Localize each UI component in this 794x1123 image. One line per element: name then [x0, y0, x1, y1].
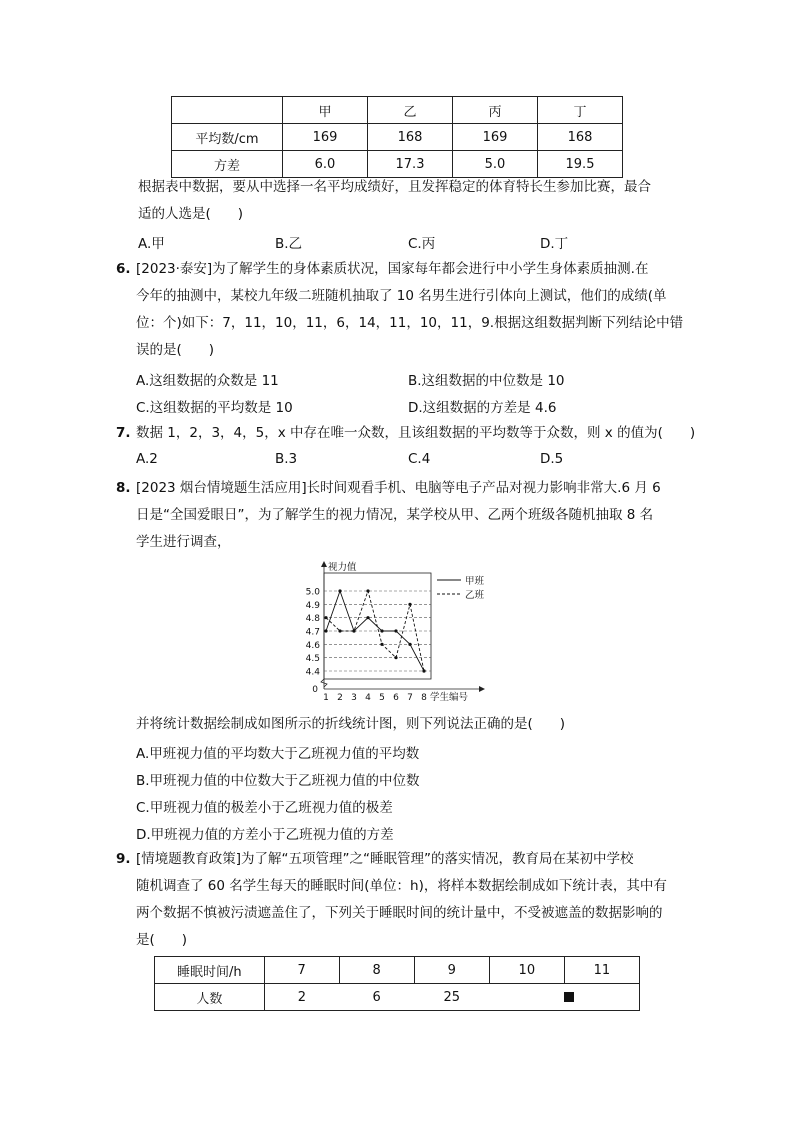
x-tick-label: 5	[379, 693, 385, 703]
q8-option-d: D.甲班视力值的方差小于乙班视力值的方差	[136, 827, 394, 843]
x-tick-label: 6	[393, 693, 399, 703]
table-cell: 5.0	[453, 151, 538, 178]
q9-line1: [情境题教育政策]为了解“五项管理”之“睡眠管理”的落实情况，教育局在某初中学校	[136, 851, 634, 867]
table-cell: 2	[264, 984, 339, 1011]
data-point	[380, 643, 383, 646]
data-point	[422, 669, 425, 672]
data-point	[408, 603, 411, 606]
q6-line2: 今年的抽测中，某校九年级二班随机抽取了 10 名男生进行引体向上测试，他们的成绩(单	[136, 288, 667, 304]
q7-option-d: D.5	[540, 451, 564, 467]
sleep-table	[154, 956, 640, 1011]
q5-option-b: B.乙	[275, 236, 303, 252]
y-tick-label: 4.4	[305, 667, 320, 678]
table-cell: 6	[339, 984, 414, 1011]
ink-stain-mark	[564, 992, 574, 1002]
table-header-cell	[172, 97, 283, 124]
x-tick-label: 3	[351, 693, 357, 703]
y-tick-label: 4.7	[305, 627, 320, 638]
q6-option-d: D.这组数据的方差是 4.6	[408, 400, 557, 416]
table-header-cell: 睡眠时间/h	[155, 957, 265, 984]
table-cell: 25	[414, 984, 489, 1011]
q6-line1: [2023·泰安]为了解学生的身体素质状况，国家每年都会进行中小学生身体素质抽测.在	[136, 261, 649, 277]
y-tick-label: 4.5	[305, 654, 320, 665]
legend-label: 甲班	[465, 576, 485, 587]
q9-line3: 两个数据不慎被污渍遮盖住了，下列关于睡眠时间的统计量中，不受被遮盖的数据影响的	[136, 905, 663, 921]
data-point	[408, 643, 411, 646]
q9-number: 9.	[116, 851, 131, 867]
data-point	[366, 589, 369, 592]
x-axis-arrow	[479, 686, 485, 692]
table-cell: 169	[283, 124, 368, 151]
q7-option-c: C.4	[408, 451, 431, 467]
q6-option-b: B.这组数据的中位数是 10	[408, 373, 565, 389]
x-tick-label: 1	[323, 693, 329, 703]
data-point	[352, 629, 355, 632]
q7-line1: 数据 1，2，3，4，5，x 中存在唯一众数，且该组数据的平均数等于众数，则 x 的值为( )	[136, 425, 696, 441]
table-cell: 平均数/cm	[172, 124, 283, 151]
q8-line4: 并将统计数据绘制成如图所示的折线统计图，则下列说法正确的是( )	[136, 716, 566, 732]
table-cell: 168	[368, 124, 453, 151]
q5-stem-line2: 适的人选是( )	[138, 206, 244, 222]
table-header-cell: 7	[264, 957, 339, 984]
table-cell: 方差	[172, 151, 283, 178]
data-point	[394, 629, 397, 632]
table-header-cell: 10	[489, 957, 564, 984]
data-point	[324, 616, 327, 619]
x-tick-label: 4	[365, 693, 371, 703]
table-cell: 169	[453, 124, 538, 151]
legend-label: 乙班	[465, 590, 485, 601]
q5-option-c: C.丙	[408, 236, 436, 252]
x-tick-label: 7	[407, 693, 413, 703]
x-tick-label: 8	[421, 693, 427, 703]
table-cell	[489, 984, 564, 1011]
q6-line4: 误的是( )	[136, 342, 215, 358]
table-header-cell: 9	[414, 957, 489, 984]
y-tick-label: 0	[312, 685, 318, 695]
y-tick-label: 5.0	[305, 587, 320, 598]
y-axis-title: 视力值	[328, 562, 357, 573]
data-point	[366, 616, 369, 619]
table-header-cell: 丁	[538, 97, 623, 124]
table-cell: 17.3	[368, 151, 453, 178]
table-header-cell: 乙	[368, 97, 453, 124]
score-table	[171, 96, 623, 178]
q6-number: 6.	[116, 261, 131, 277]
table-header-cell: 8	[339, 957, 414, 984]
vision-line-chart	[288, 555, 504, 707]
q8-option-b: B.甲班视力值的中位数大于乙班视力值的中位数	[136, 773, 420, 789]
q8-option-c: C.甲班视力值的极差小于乙班视力值的极差	[136, 800, 393, 816]
data-point	[380, 629, 383, 632]
data-point	[338, 589, 341, 592]
q8-line2: 日是“全国爱眼日”，为了解学生的视力情况，某学校从甲、乙两个班级各随机抽取 8 名	[136, 507, 654, 523]
q7-number: 7.	[116, 425, 131, 441]
y-tick-label: 4.8	[305, 614, 320, 625]
covered-cell	[564, 984, 639, 1011]
y-tick-label: 4.6	[305, 640, 320, 651]
table-cell: 19.5	[538, 151, 623, 178]
y-axis-arrow	[321, 561, 327, 567]
data-point	[394, 656, 397, 659]
q9-line4: 是( )	[136, 932, 188, 948]
table-header-cell: 丙	[453, 97, 538, 124]
q9-line2: 随机调查了 60 名学生每天的睡眠时间(单位：h)，将样本数据绘制成如下统计表，其中有	[136, 878, 667, 894]
q6-option-a: A.这组数据的众数是 11	[136, 373, 279, 389]
q5-stem-line1: 根据表中数据，要从中选择一名平均成绩好，且发挥稳定的体育特长生参加比赛，最合	[138, 179, 651, 195]
table-cell: 6.0	[283, 151, 368, 178]
q5-option-d: D.丁	[540, 236, 569, 252]
x-tick-label: 2	[337, 693, 343, 703]
table-header-cell: 11	[564, 957, 639, 984]
x-axis-title: 学生编号	[430, 692, 469, 703]
q8-line1: [2023 烟台情境题生活应用]长时间观看手机、电脑等电子产品对视力影响非常大.6 月 6	[136, 480, 661, 496]
y-tick-label: 4.9	[305, 600, 320, 611]
q6-option-c: C.这组数据的平均数是 10	[136, 400, 293, 416]
q7-option-b: B.3	[275, 451, 298, 467]
q5-option-a: A.甲	[138, 236, 165, 252]
q8-option-a: A.甲班视力值的平均数大于乙班视力值的平均数	[136, 746, 420, 762]
q8-number: 8.	[116, 480, 131, 496]
table-cell: 人数	[155, 984, 265, 1011]
table-header-cell: 甲	[283, 97, 368, 124]
q6-line3: 位：个)如下：7，11，10，11，6，14，11，10，11，9.根据这组数据判断下列结论中错	[136, 315, 684, 331]
q8-line3: 学生进行调查，	[136, 534, 231, 550]
table-cell: 168	[538, 124, 623, 151]
q7-option-a: A.2	[136, 451, 158, 467]
data-point	[338, 629, 341, 632]
data-point	[324, 629, 327, 632]
